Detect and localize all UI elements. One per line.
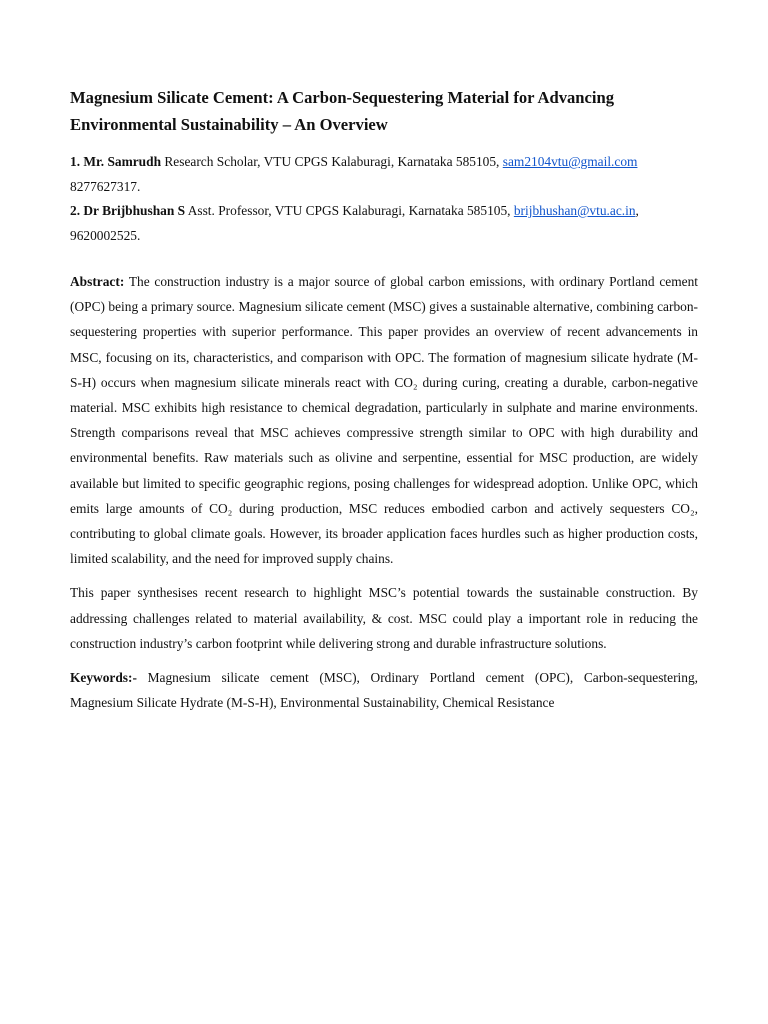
abstract-text: The construction industry is a major source of global carbon emissions, with ordinary Portland cement (OPC) being a primary source. Magnesium silicate cement (MSC) gives a sustainable alternative, combining carbon-sequestering properties with superior performance. This paper provides an overview of recent advancements in MSC, focusing on its, characteristics, and comparison with OPC. The formation of magnesium silicate hydrate (M-S-H) occurs when magnesium silicate minerals react with CO₂ during curing, creating a durable, carbon-negative material. MSC exhibits high resistance to chemical degradation, particularly in sulphate and marine environments. Strength comparisons reveal that MSC achieves compressive strength similar to OPC with high durability and environmental benefits. Raw materials such as olivine and serpentine, essential for MSC production, are widely available but limited to specific geographic regions, posing challenges for widespread adoption. Unlike OPC, which emits large amounts of CO₂ during production, MSC reduces embodied carbon and actively sequesters CO₂, contributing to global climate goals. However, its broader application faces hurdles such as higher production costs, limited scalability, and the need for improved supply chains. xyxy=(70,274,698,567)
abstract-label: Abstract: xyxy=(70,274,125,289)
keywords-text: Magnesium silicate cement (MSC), Ordinary Portland cement (OPC), Carbon-sequestering, Magnesium Silicate Hydrate (M-S-H), Environmental Sustainability, Chemical Resistance xyxy=(70,670,698,711)
keywords-paragraph xyxy=(70,665,698,715)
author-2-details: Asst. Professor, VTU CPGS Kalaburagi, Karnataka 585105, xyxy=(185,203,514,218)
author-2-email-suffix: , xyxy=(635,203,639,218)
author-1 xyxy=(70,150,698,175)
abstract-paragraph xyxy=(70,269,698,571)
author-1-name: 1. Mr. Samrudh xyxy=(70,154,162,169)
paper-title: Magnesium Silicate Cement: A Carbon-Sequestering Material for Advancing Environmental Sustainability – An Overview xyxy=(70,88,615,134)
keywords-label: Keywords:- xyxy=(70,670,137,686)
author-2-name: 2. Dr Brijbhushan S xyxy=(70,203,186,218)
author-2 xyxy=(70,199,698,224)
author-1-details: Research Scholar, VTU CPGS Kalaburagi, Karnataka 585105, xyxy=(161,154,503,169)
author-1-email-link[interactable]: sam2104vtu@gmail.com xyxy=(502,154,638,169)
author-2-email-link[interactable]: brijbhushan@vtu.ac.in xyxy=(513,203,636,218)
author-1-phone: 8277627317. xyxy=(70,178,141,194)
author-block xyxy=(70,150,698,248)
author-2-phone: 9620002525. xyxy=(70,227,141,243)
synthesis-paragraph: This paper synthesises recent research to highlight MSC’s potential towards the sustainable construction. By addressing challenges related to material availability, & cost. MSC could play a important role in reducing the construction industry’s carbon footprint while delivering strong and durable infrastructure solutions. xyxy=(70,585,698,651)
